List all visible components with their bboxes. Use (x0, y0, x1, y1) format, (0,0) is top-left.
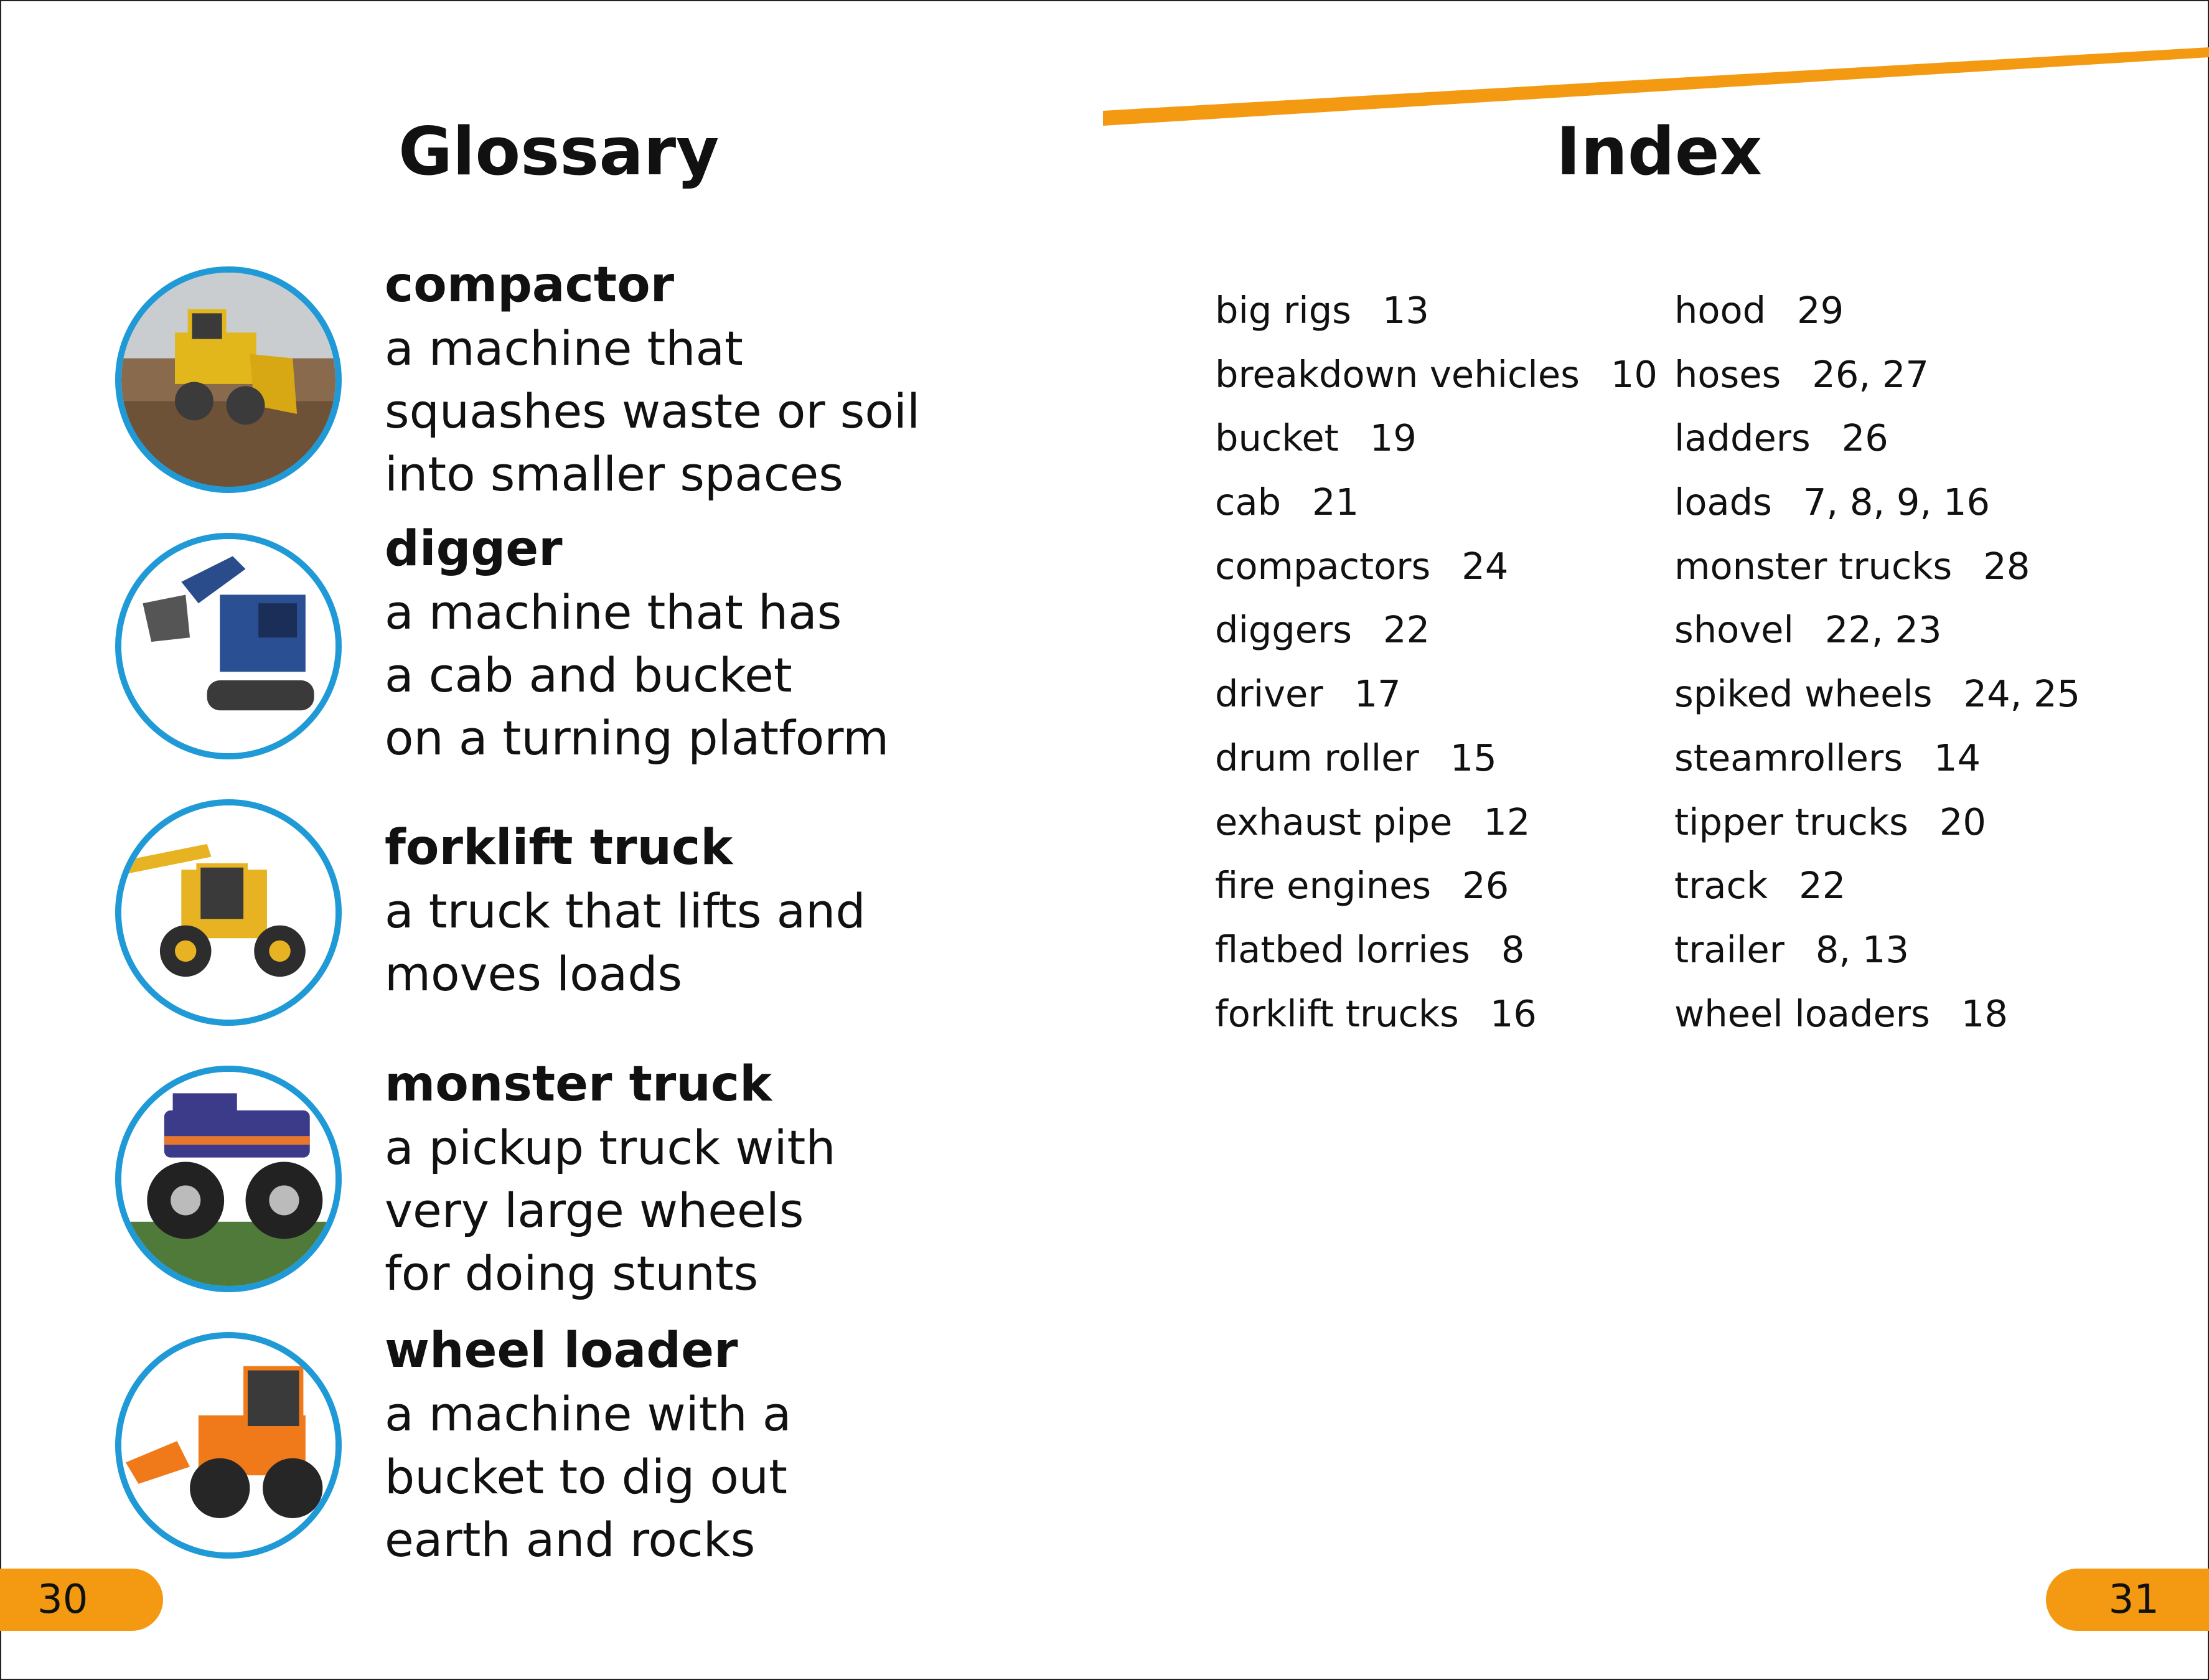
index-entry (1674, 918, 2080, 982)
index-entry (1215, 343, 1658, 407)
glossary-entry (385, 1053, 836, 1305)
index-pages: 28 (1983, 544, 2030, 588)
index-pages: 24, 25 (1963, 672, 2081, 716)
glossary-term: compactor (385, 257, 675, 313)
index-pages: 13 (1382, 289, 1429, 332)
index-term: shovel (1674, 608, 1794, 652)
glossary-definition: a truck that lifts and moves loads (385, 883, 866, 1002)
index-pages: 22 (1799, 864, 1846, 908)
index-pages: 26 (1841, 416, 1888, 460)
index-term: driver (1215, 672, 1323, 716)
glossary-term: digger (385, 521, 563, 577)
glossary-definition: a pickup truck with very large wheels for doing stunts (385, 1120, 836, 1301)
index-term: monster trucks (1674, 544, 1953, 588)
index-term: compactors (1215, 544, 1431, 588)
index-term: flatbed lorries (1215, 927, 1470, 971)
index-term: wheel loaders (1674, 992, 1930, 1035)
index-entry (1215, 662, 1658, 726)
index-term: fire engines (1215, 864, 1432, 908)
index-entry (1215, 854, 1658, 918)
index-column-left (1215, 279, 1658, 1046)
wheel-loader-image (115, 1332, 342, 1559)
index-term: hood (1674, 289, 1766, 332)
glossary-entry (385, 817, 866, 1005)
index-entry (1674, 343, 2080, 407)
index-pages: 7, 8, 9, 16 (1803, 481, 1991, 524)
index-entry (1215, 982, 1658, 1046)
index-pages: 18 (1961, 992, 2008, 1035)
index-pages: 22, 23 (1824, 608, 1942, 652)
index-pages: 26 (1462, 864, 1509, 908)
glossary-term: wheel loader (385, 1323, 738, 1379)
index-term: hoses (1674, 352, 1781, 396)
index-pages: 12 (1483, 800, 1531, 843)
index-pages: 8 (1501, 927, 1525, 971)
index-pages: 20 (1939, 800, 1986, 843)
index-term: diggers (1215, 608, 1353, 652)
glossary-term: forklift truck (385, 820, 733, 876)
glossary-definition: a machine that squashes waste or soil into smaller spaces (385, 321, 921, 502)
index-term: exhaust pipe (1215, 800, 1453, 843)
page-number-left-label: 30 (37, 1577, 88, 1623)
index-term: cab (1215, 481, 1282, 524)
index-term: drum roller (1215, 736, 1419, 779)
index-pages: 15 (1450, 736, 1497, 779)
index-pages: 10 (1610, 352, 1658, 396)
index-entry (1674, 791, 2080, 855)
index-term: breakdown vehicles (1215, 352, 1580, 396)
index-term: big rigs (1215, 289, 1351, 332)
digger-image (115, 533, 342, 759)
index-entry (1674, 535, 2080, 599)
index-pages: 29 (1797, 289, 1844, 332)
index-entry (1674, 471, 2080, 535)
compactor-image (115, 266, 342, 493)
index-entry (1674, 406, 2080, 471)
index-pages: 21 (1312, 481, 1359, 524)
glossary-definition: a machine that has a cab and bucket on a turning platform (385, 584, 889, 766)
index-term: forklift trucks (1215, 992, 1459, 1035)
index-entry (1674, 598, 2080, 662)
index-term: ladders (1674, 416, 1811, 460)
index-pages: 17 (1354, 672, 1401, 716)
index-entry (1674, 854, 2080, 918)
monster-truck-image (115, 1066, 342, 1292)
glossary-title: Glossary (398, 113, 720, 190)
index-entry (1215, 471, 1658, 535)
index-pages: 14 (1933, 736, 1981, 779)
index-entry (1215, 918, 1658, 982)
page-number-left (0, 1569, 163, 1631)
index-pages: 24 (1461, 544, 1509, 588)
page-number-right-label: 31 (2108, 1577, 2159, 1623)
index-pages: 16 (1489, 992, 1537, 1035)
index-entry (1674, 279, 2080, 343)
index-entry (1674, 726, 2080, 791)
index-term: track (1674, 864, 1768, 908)
page-number-right (2046, 1569, 2209, 1631)
index-entry (1674, 662, 2080, 726)
forklift-truck-image (115, 799, 342, 1026)
index-entry (1215, 279, 1658, 343)
index-term: tipper trucks (1674, 800, 1908, 843)
glossary-entry (385, 1320, 791, 1571)
index-pages: 19 (1369, 416, 1417, 460)
index-term: loads (1674, 481, 1772, 524)
index-column-right (1674, 279, 2080, 1046)
index-entry (1674, 982, 2080, 1046)
index-title: Index (1556, 113, 1763, 190)
index-pages: 26, 27 (1812, 352, 1929, 396)
glossary-term: monster truck (385, 1056, 772, 1112)
index-term: spiked wheels (1674, 672, 1933, 716)
index-pages: 8, 13 (1815, 927, 1910, 971)
index-term: trailer (1674, 927, 1785, 971)
index-term: bucket (1215, 416, 1339, 460)
index-pages: 22 (1383, 608, 1430, 652)
index-term: steamrollers (1674, 736, 1903, 779)
glossary-entry (385, 518, 889, 769)
index-entry (1215, 791, 1658, 855)
index-entry (1215, 406, 1658, 471)
index-entry (1215, 535, 1658, 599)
index-entry (1215, 598, 1658, 662)
index-entry (1215, 726, 1658, 791)
glossary-entry (385, 254, 920, 505)
orange-stripe-decoration (0, 0, 2209, 137)
glossary-definition: a machine with a bucket to dig out earth and rocks (385, 1386, 792, 1567)
